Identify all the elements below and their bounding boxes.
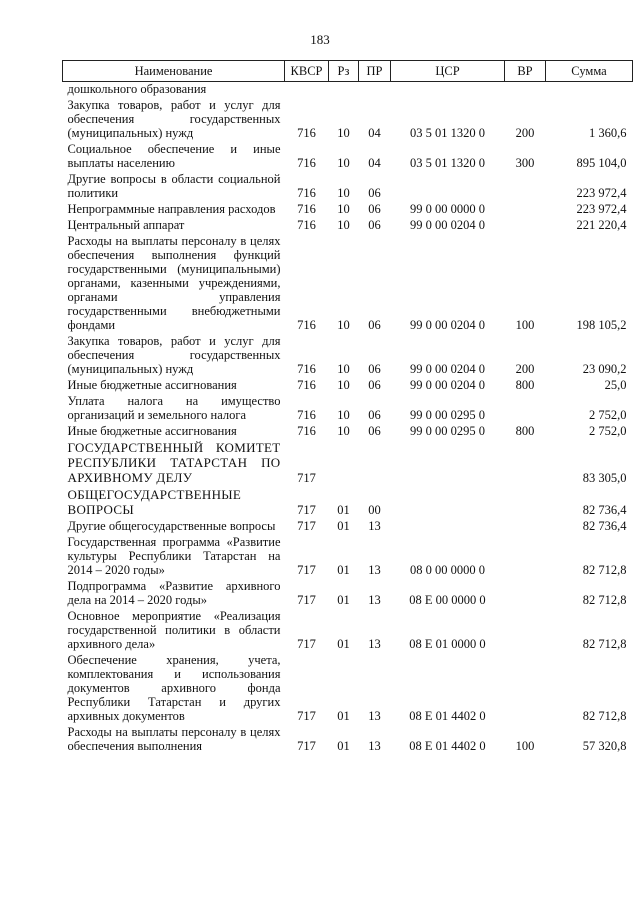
row-vr — [505, 201, 546, 217]
row-vr: 200 — [515, 362, 535, 376]
row-csr — [391, 82, 505, 98]
row-csr: 03 5 01 1320 0 — [410, 126, 485, 140]
row-name: ГОСУДАРСТВЕННЫЙ КОМИТЕТ РЕСПУБЛИКИ ТАТАРСТАН ПО АРХИВНОМУ ДЕЛУ — [67, 440, 281, 485]
row-csr: 08 Е 00 0000 0 — [409, 593, 486, 607]
row-rz: 01 — [337, 593, 350, 607]
row-kvsr — [285, 82, 329, 98]
row-name: Уплата налога на имущество организаций и земельного налога — [67, 394, 281, 422]
row-vr — [505, 534, 546, 578]
row-vr — [505, 217, 546, 233]
row-pr: 06 — [368, 218, 381, 232]
table-row — [63, 534, 633, 578]
row-name: Закупка товаров, работ и услуг для обеспечения государственных (муниципальных) нужд — [67, 334, 281, 376]
row-csr — [391, 518, 505, 534]
table-row — [63, 518, 633, 534]
row-csr: 99 0 00 0295 0 — [410, 424, 485, 438]
row-sum: 82 712,8 — [582, 637, 627, 651]
row-sum: 223 972,4 — [576, 186, 627, 200]
table-row — [63, 82, 633, 98]
row-rz: 01 — [337, 563, 350, 577]
row-name: Иные бюджетные ассигнования — [67, 424, 237, 438]
table-row — [63, 141, 633, 171]
table-row — [63, 393, 633, 423]
row-sum: 82 736,4 — [582, 503, 627, 517]
row-kvsr: 717 — [297, 739, 316, 753]
row-name: Государственная программа «Развитие культуры Республики Татарстан на 2014 – 2020 годы» — [67, 535, 281, 577]
row-rz: 10 — [337, 218, 350, 232]
row-sum: 25,0 — [604, 378, 627, 392]
row-rz: 10 — [337, 126, 350, 140]
row-kvsr: 717 — [297, 503, 316, 517]
row-rz: 10 — [337, 362, 350, 376]
table-row — [63, 652, 633, 724]
row-name: Расходы на выплаты персоналу в целях обеспечения выполнения функций государственными (муниципальными) органами, казенными учреждениями, органами управления государственными внебюджетными фондами — [67, 234, 281, 332]
header-csr: ЦСР — [391, 61, 505, 82]
row-name: Иные бюджетные ассигнования — [67, 378, 237, 392]
table-row — [63, 724, 633, 754]
row-kvsr: 716 — [297, 378, 316, 392]
row-csr: 99 0 00 0204 0 — [410, 318, 485, 332]
row-pr: 06 — [368, 424, 381, 438]
row-sum: 198 105,2 — [576, 318, 627, 332]
row-kvsr: 717 — [297, 637, 316, 651]
row-csr: 08 Е 01 4402 0 — [409, 739, 486, 753]
row-rz — [329, 439, 359, 486]
row-pr: 06 — [368, 378, 381, 392]
row-vr: 200 — [515, 126, 535, 140]
row-rz: 01 — [337, 739, 350, 753]
table-row — [63, 377, 633, 393]
row-kvsr: 716 — [297, 362, 316, 376]
row-sum — [546, 82, 633, 98]
row-sum: 895 104,0 — [576, 156, 627, 170]
row-kvsr: 717 — [297, 519, 316, 533]
row-rz: 10 — [337, 378, 350, 392]
row-pr: 06 — [368, 362, 381, 376]
row-pr: 13 — [368, 637, 381, 651]
row-pr — [359, 82, 391, 98]
row-sum: 223 972,4 — [576, 202, 627, 216]
row-name: Закупка товаров, работ и услуг для обеспечения государственных (муниципальных) нужд — [67, 98, 281, 140]
row-sum: 23 090,2 — [582, 362, 627, 376]
row-kvsr: 716 — [297, 126, 316, 140]
row-csr: 99 0 00 0000 0 — [410, 202, 485, 216]
row-rz: 10 — [337, 186, 350, 200]
header-kvsr: КВСР — [285, 61, 329, 82]
table-body — [63, 82, 633, 755]
row-pr: 13 — [368, 563, 381, 577]
table-row — [63, 201, 633, 217]
row-csr: 03 5 01 1320 0 — [410, 156, 485, 170]
table-row — [63, 608, 633, 652]
row-csr — [391, 439, 505, 486]
table-row — [63, 97, 633, 141]
row-pr: 06 — [368, 186, 381, 200]
row-csr: 99 0 00 0204 0 — [410, 362, 485, 376]
row-sum: 82 736,4 — [582, 519, 627, 533]
header-vr: ВР — [505, 61, 546, 82]
header-pr: ПР — [359, 61, 391, 82]
header-name: Наименование — [63, 61, 285, 82]
row-pr: 13 — [368, 593, 381, 607]
row-sum: 1 360,6 — [589, 126, 627, 140]
row-pr: 13 — [368, 709, 381, 723]
row-csr: 08 Е 01 4402 0 — [409, 709, 486, 723]
row-kvsr: 716 — [297, 156, 316, 170]
row-rz: 01 — [337, 709, 350, 723]
row-csr: 99 0 00 0204 0 — [410, 218, 485, 232]
row-rz: 01 — [337, 519, 350, 533]
row-kvsr: 716 — [297, 218, 316, 232]
row-name: Другие вопросы в области социальной политики — [67, 172, 281, 200]
row-sum: 221 220,4 — [576, 218, 627, 232]
row-pr: 04 — [368, 156, 381, 170]
row-sum: 57 320,8 — [582, 739, 627, 753]
row-vr — [505, 652, 546, 724]
budget-table — [62, 60, 633, 754]
row-rz: 10 — [337, 318, 350, 332]
row-kvsr: 717 — [297, 471, 316, 485]
header-rz: Рз — [329, 61, 359, 82]
row-pr: 00 — [368, 503, 381, 517]
row-sum: 82 712,8 — [582, 563, 627, 577]
row-rz: 10 — [337, 202, 350, 216]
row-vr: 100 — [515, 318, 535, 332]
row-vr: 800 — [515, 424, 535, 438]
row-csr: 99 0 00 0204 0 — [410, 378, 485, 392]
row-vr — [505, 439, 546, 486]
row-name: Основное мероприятие «Реализация государственной политики в области архивного дела» — [67, 609, 281, 651]
row-kvsr: 717 — [297, 563, 316, 577]
row-pr — [359, 439, 391, 486]
table-row — [63, 233, 633, 333]
row-csr — [391, 486, 505, 518]
header-sum: Сумма — [546, 61, 633, 82]
row-kvsr: 716 — [297, 186, 316, 200]
row-rz: 10 — [337, 424, 350, 438]
row-rz: 10 — [337, 408, 350, 422]
row-name: дошкольного образования — [67, 82, 207, 96]
row-name: Расходы на выплаты персоналу в целях обеспечения выполнения — [67, 725, 281, 753]
row-vr — [505, 393, 546, 423]
table-row — [63, 439, 633, 486]
row-rz: 10 — [337, 156, 350, 170]
row-kvsr: 716 — [297, 424, 316, 438]
row-kvsr: 716 — [297, 318, 316, 332]
row-rz: 01 — [337, 637, 350, 651]
table-row — [63, 423, 633, 439]
table-header-row — [63, 61, 633, 82]
row-kvsr: 716 — [297, 202, 316, 216]
row-pr: 06 — [368, 202, 381, 216]
row-pr: 13 — [368, 519, 381, 533]
row-name: Непрограммные направления расходов — [67, 202, 276, 216]
row-sum: 2 752,0 — [589, 408, 627, 422]
row-rz: 01 — [337, 503, 350, 517]
page-number: 183 — [310, 32, 330, 47]
row-name: Обеспечение хранения, учета, комплектования и использования документов архивного фонда Республики Татарстан и других архивных документов — [67, 653, 281, 723]
row-vr — [505, 171, 546, 201]
row-vr — [505, 608, 546, 652]
row-vr: 300 — [515, 156, 535, 170]
row-kvsr: 717 — [297, 593, 316, 607]
row-vr: 100 — [515, 739, 535, 753]
row-vr: 800 — [515, 378, 535, 392]
row-sum: 2 752,0 — [589, 424, 627, 438]
row-name: Подпрограмма «Развитие архивного дела на 2014 – 2020 годы» — [67, 579, 281, 607]
row-pr: 06 — [368, 318, 381, 332]
row-sum: 83 305,0 — [582, 471, 627, 485]
row-kvsr: 716 — [297, 408, 316, 422]
row-name: ОБЩЕГОСУДАРСТВЕННЫЕ ВОПРОСЫ — [67, 487, 242, 517]
row-name: Социальное обеспечение и иные выплаты населению — [67, 142, 281, 170]
table-row — [63, 171, 633, 201]
row-sum: 82 712,8 — [582, 593, 627, 607]
row-vr — [505, 486, 546, 518]
row-name: Другие общегосударственные вопросы — [67, 519, 276, 533]
row-name: Центральный аппарат — [67, 218, 185, 232]
row-vr — [505, 82, 546, 98]
row-pr: 13 — [368, 739, 381, 753]
row-csr: 08 Е 01 0000 0 — [409, 637, 486, 651]
row-pr: 06 — [368, 408, 381, 422]
row-rz — [329, 82, 359, 98]
row-vr — [505, 518, 546, 534]
row-csr — [391, 171, 505, 201]
row-vr — [505, 578, 546, 608]
table-row — [63, 486, 633, 518]
row-csr: 08 0 00 0000 0 — [410, 563, 485, 577]
row-csr: 99 0 00 0295 0 — [410, 408, 485, 422]
table-row — [63, 333, 633, 377]
table-row — [63, 217, 633, 233]
row-pr: 04 — [368, 126, 381, 140]
row-kvsr: 717 — [297, 709, 316, 723]
row-sum: 82 712,8 — [582, 709, 627, 723]
table-row — [63, 578, 633, 608]
